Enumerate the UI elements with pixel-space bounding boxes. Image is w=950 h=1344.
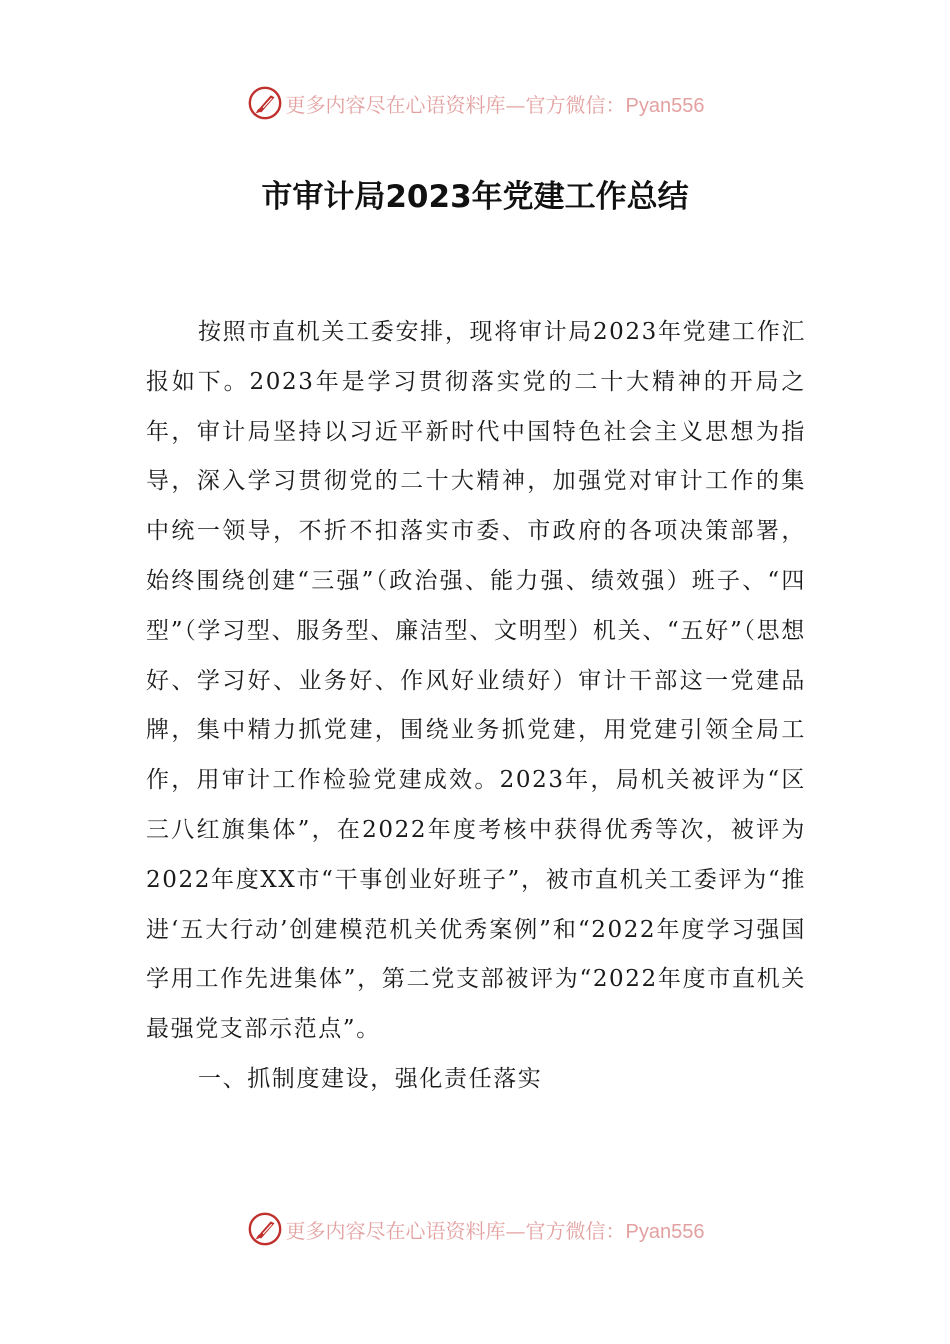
pen-nib-logo-icon (246, 84, 284, 122)
pen-nib-logo-icon (246, 1210, 284, 1248)
document-title: 市审计局2023年党建工作总结 (261, 179, 689, 215)
watermark-text: 更多内容尽在心语资料库—官方微信：Pyan556 (285, 1218, 705, 1243)
watermark-handle: Pyan556 (625, 94, 705, 117)
section-heading: 一、抓制度建设，强化责任落实 (198, 1065, 543, 1092)
watermark-footer (0, 1204, 950, 1254)
document-body (146, 308, 806, 1105)
watermark-text: 更多内容尽在心语资料库—官方微信：Pyan556 (285, 92, 705, 117)
watermark-handle: Pyan556 (625, 1220, 705, 1243)
body-paragraph: 按照市直机关工委安排，现将审计局2023年党建工作汇报如下。2023年是学习贯彻落实党的二十大精神的开局之年，审计局坚持以习近平新时代中国特色社会主义思想为指导，深入学习贯彻党的二十大精神，加强党对审计工作的集中统一领导，不折不扣落实市委、市政府的各项决策部署，始终围绕创建“三强”（政治强、能力强、绩效强）班子、“四型”（学习型、服务型、廉洁型、文明型）机关、“五好”（思想好、学习好、业务好、作风好业绩好）审计干部这一党建品牌，集中精力抓党建，围绕业务抓党建，用党建引领全局工作，用审计工作检验党建成效。2023年，局机关被评为“区三八红旗集体”，在2022年度考核中获得优秀等次，被评为2022年度XX市“干事创业好班子”，被市直机关工委评为“推进‘五大行动’创建模范机关优秀案例”和“2022年度学习强国学用工作先进集体”，第二党支部被评为“2022年度市直机关最强党支部示范点”。 (146, 319, 806, 1043)
watermark-header (0, 78, 950, 128)
